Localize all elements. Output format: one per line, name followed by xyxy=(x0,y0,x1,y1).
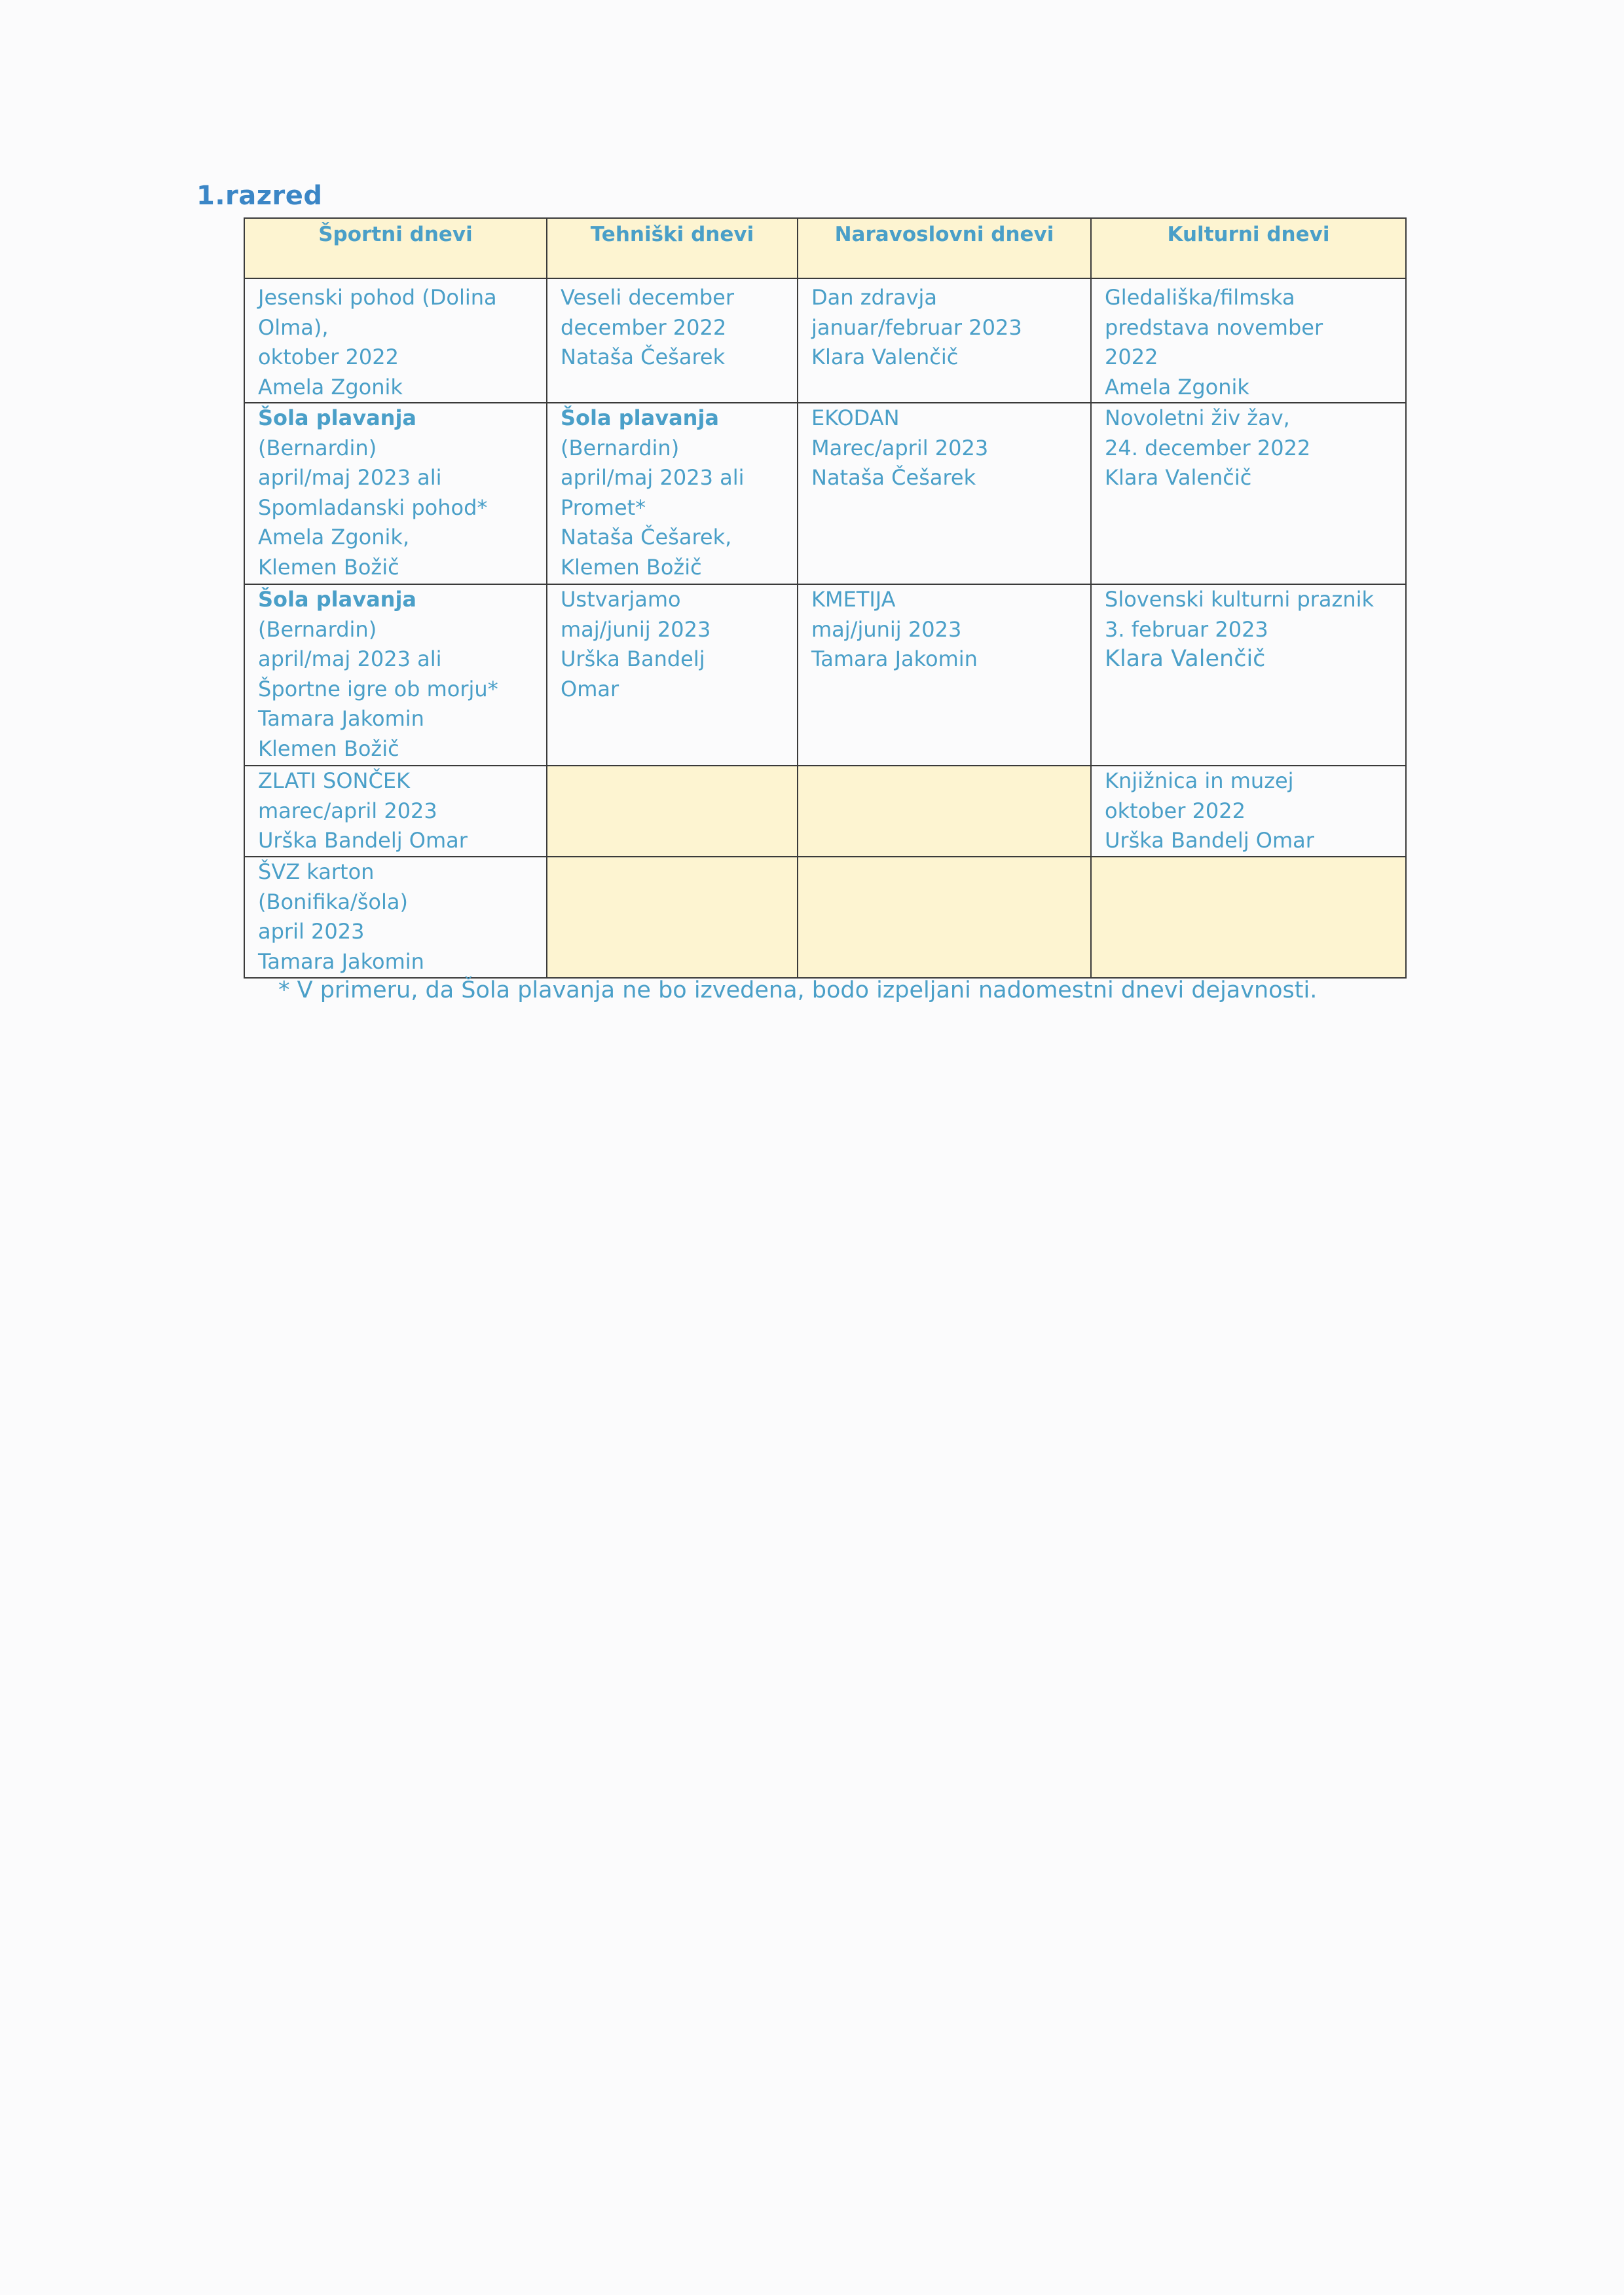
cell-line: Amela Zgonik xyxy=(258,374,403,400)
cell-line: april 2023 xyxy=(258,919,365,944)
table-cell xyxy=(244,584,547,766)
table-cell xyxy=(547,278,798,403)
header-naravoslovni-dnevi: Naravoslovni dnevi xyxy=(798,218,1091,278)
empty-cell xyxy=(547,857,798,978)
page-title: 1.razred xyxy=(196,181,323,211)
cell-line: Športne igre ob morju* xyxy=(258,676,498,701)
cell-line: EKODAN xyxy=(811,405,900,430)
cell-line: ZLATI SONČEK xyxy=(258,768,411,793)
cell-line: Knjižnica in muzej xyxy=(1105,768,1294,793)
table-cell xyxy=(547,403,798,584)
cell-line: Amela Zgonik xyxy=(1105,374,1249,400)
cell-line: Klemen Božič xyxy=(258,554,399,580)
cell-line: Klara Valenčič xyxy=(1105,646,1266,672)
cell-line: Klemen Božič xyxy=(258,736,399,761)
empty-cell xyxy=(547,766,798,857)
cell-line: Jesenski pohod (Dolina xyxy=(258,285,497,310)
table-cell xyxy=(1091,403,1406,584)
cell-line: Spomladanski pohod* xyxy=(258,494,488,520)
cell-line: Nataša Češarek xyxy=(561,345,726,369)
cell-line: Šola plavanja xyxy=(561,405,719,430)
table-cell xyxy=(1091,766,1406,857)
header-kulturni-dnevi: Kulturni dnevi xyxy=(1091,218,1406,278)
table-cell xyxy=(1091,278,1406,403)
cell-line: Urška Bandelj Omar xyxy=(258,828,468,853)
cell-line: ŠVZ karton xyxy=(258,859,375,884)
cell-line: april/maj 2023 ali xyxy=(258,646,442,671)
cell-line: Ustvarjamo xyxy=(561,587,681,612)
table-cell xyxy=(547,584,798,766)
cell-line: 3. februar 2023 xyxy=(1105,616,1268,642)
table-row xyxy=(244,278,1406,403)
cell-line: maj/junij 2023 xyxy=(811,616,962,642)
cell-line: Urška Bandelj Omar xyxy=(1105,828,1314,853)
cell-line: januar/februar 2023 xyxy=(811,314,1022,340)
cell-line: Promet* xyxy=(561,494,646,520)
cell-line: (Bernardin) xyxy=(258,616,377,642)
header-tehniski-dnevi: Tehniški dnevi xyxy=(547,218,798,278)
cell-line: (Bonifika/šola) xyxy=(258,889,408,914)
cell-line: Urška Bandelj xyxy=(561,646,705,671)
table-cell xyxy=(244,857,547,978)
cell-line: april/maj 2023 ali xyxy=(561,465,745,490)
table-cell xyxy=(1091,584,1406,766)
cell-line: Nataša Češarek, xyxy=(561,525,732,550)
table-row xyxy=(244,584,1406,766)
cell-line: Šola plavanja xyxy=(258,587,416,612)
table-cell xyxy=(244,403,547,584)
cell-line: Klara Valenčič xyxy=(811,345,959,369)
empty-cell xyxy=(1091,857,1406,978)
cell-line: (Bernardin) xyxy=(258,435,377,460)
cell-line: KMETIJA xyxy=(811,587,896,612)
table-cell xyxy=(798,584,1091,766)
cell-line: Marec/april 2023 xyxy=(811,435,989,460)
table-row xyxy=(244,857,1406,978)
table-cell xyxy=(798,403,1091,584)
cell-line: Novoletni živ žav, xyxy=(1105,405,1290,430)
cell-line: oktober 2022 xyxy=(1105,798,1246,823)
cell-line: Tamara Jakomin xyxy=(258,706,424,731)
cell-line: april/maj 2023 ali xyxy=(258,465,442,490)
footnote: * V primeru, da Šola plavanja ne bo izvedena, bodo izpeljani nadomestni dnevi dejavnosti. xyxy=(278,977,1318,1003)
activity-days-table xyxy=(244,217,1407,979)
table-cell xyxy=(798,278,1091,403)
table-cell xyxy=(244,766,547,857)
cell-line: december 2022 xyxy=(561,314,727,340)
cell-line: Olma), xyxy=(258,314,329,340)
cell-line: Klara Valenčič xyxy=(1105,465,1252,490)
cell-line: Veseli december xyxy=(561,285,735,310)
header-sportni-dnevi: Športni dnevi xyxy=(244,218,547,278)
cell-line: Tamara Jakomin xyxy=(258,948,424,974)
cell-line: Nataša Češarek xyxy=(811,465,976,490)
cell-line: marec/april 2023 xyxy=(258,798,437,823)
table-cell xyxy=(244,278,547,403)
cell-line: Klemen Božič xyxy=(561,554,702,580)
cell-line: Tamara Jakomin xyxy=(811,646,978,671)
cell-line: Omar xyxy=(561,676,619,701)
cell-line: 2022 xyxy=(1105,345,1158,369)
cell-line: maj/junij 2023 xyxy=(561,616,711,642)
cell-line: predstava november xyxy=(1105,314,1323,340)
cell-line: Gledališka/filmska xyxy=(1105,285,1295,310)
cell-line: oktober 2022 xyxy=(258,345,399,369)
table-header-row xyxy=(244,218,1406,278)
cell-line: 24. december 2022 xyxy=(1105,435,1311,460)
empty-cell xyxy=(798,857,1091,978)
empty-cell xyxy=(798,766,1091,857)
cell-line: Slovenski kulturni praznik xyxy=(1105,587,1375,612)
table-row xyxy=(244,766,1406,857)
cell-line: Amela Zgonik, xyxy=(258,525,410,550)
table-row xyxy=(244,403,1406,584)
cell-line: (Bernardin) xyxy=(561,435,680,460)
cell-line: Dan zdravja xyxy=(811,285,938,310)
cell-line: Šola plavanja xyxy=(258,405,416,430)
